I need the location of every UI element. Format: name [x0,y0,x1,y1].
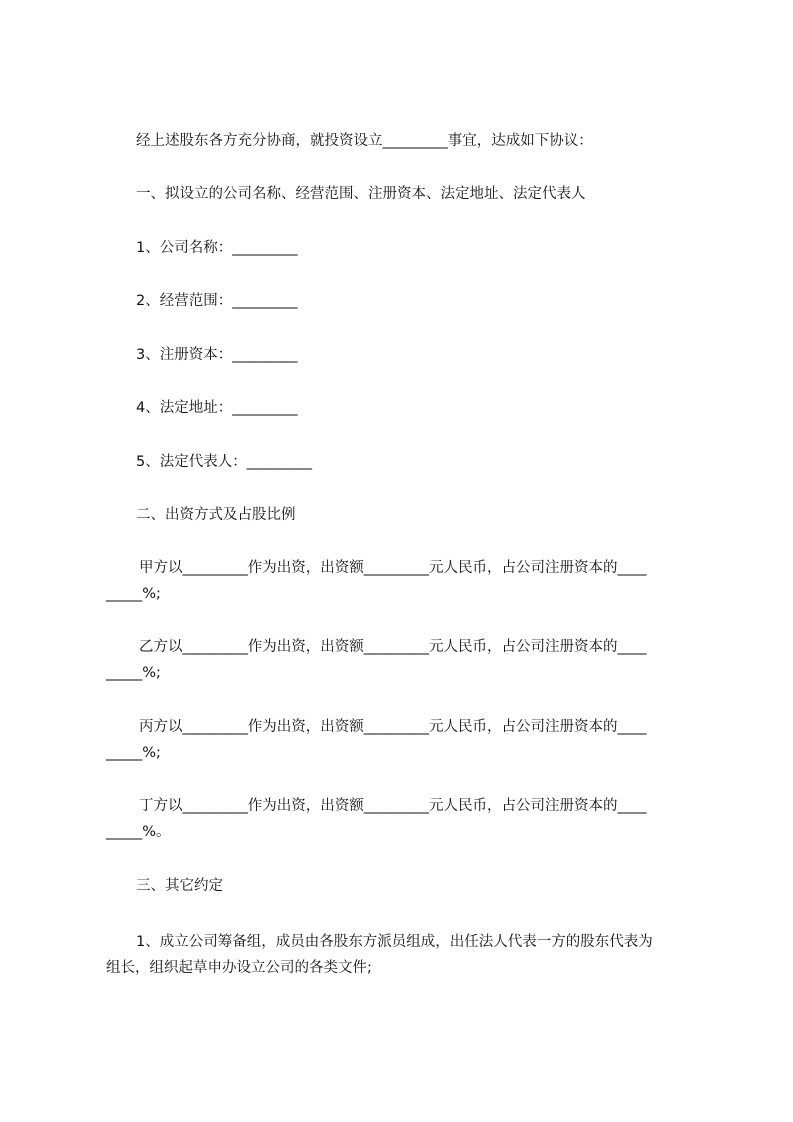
section-3-item-1-line-1: 1、成立公司筹备组，成员由各股东方派员组成，出任法人代表一方的股东代表为 [136,934,653,950]
section-2-heading: 二、出资方式及占股比例 [136,507,296,523]
list-item-business-scope: 2、经营范围：_________ [136,293,298,309]
party-c-line-2: _____%; [106,745,161,761]
list-item-registered-capital: 3、注册资本：_________ [136,347,298,363]
list-item-company-name: 1、公司名称：_________ [136,240,298,256]
list-item-legal-representative: 5、法定代表人：_________ [136,454,312,470]
section-3-item-1-line-2: 组长，组织起草申办设立公司的各类文件; [106,960,372,976]
party-b-line-1: 乙方以_________作为出资，出资额_________元人民币，占公司注册资本的____ [139,639,647,655]
party-a-line-2: _____%; [106,586,161,602]
intro-paragraph: 经上述股东各方充分协商，就投资设立_________事宜，达成如下协议： [136,133,593,149]
section-1-heading: 一、拟设立的公司名称、经营范围、注册资本、法定地址、法定代表人 [136,186,586,202]
section-3-heading: 三、其它约定 [136,878,223,894]
party-b-line-2: _____%; [106,665,161,681]
party-d-line-2: _____%。 [106,824,171,840]
party-a-line-1: 甲方以_________作为出资，出资额_________元人民币，占公司注册资本的____ [139,560,647,576]
party-d-line-1: 丁方以_________作为出资，出资额_________元人民币，占公司注册资本的____ [139,798,647,814]
party-c-line-1: 丙方以_________作为出资，出资额_________元人民币，占公司注册资本的____ [139,719,647,735]
list-item-legal-address: 4、法定地址：_________ [136,400,298,416]
